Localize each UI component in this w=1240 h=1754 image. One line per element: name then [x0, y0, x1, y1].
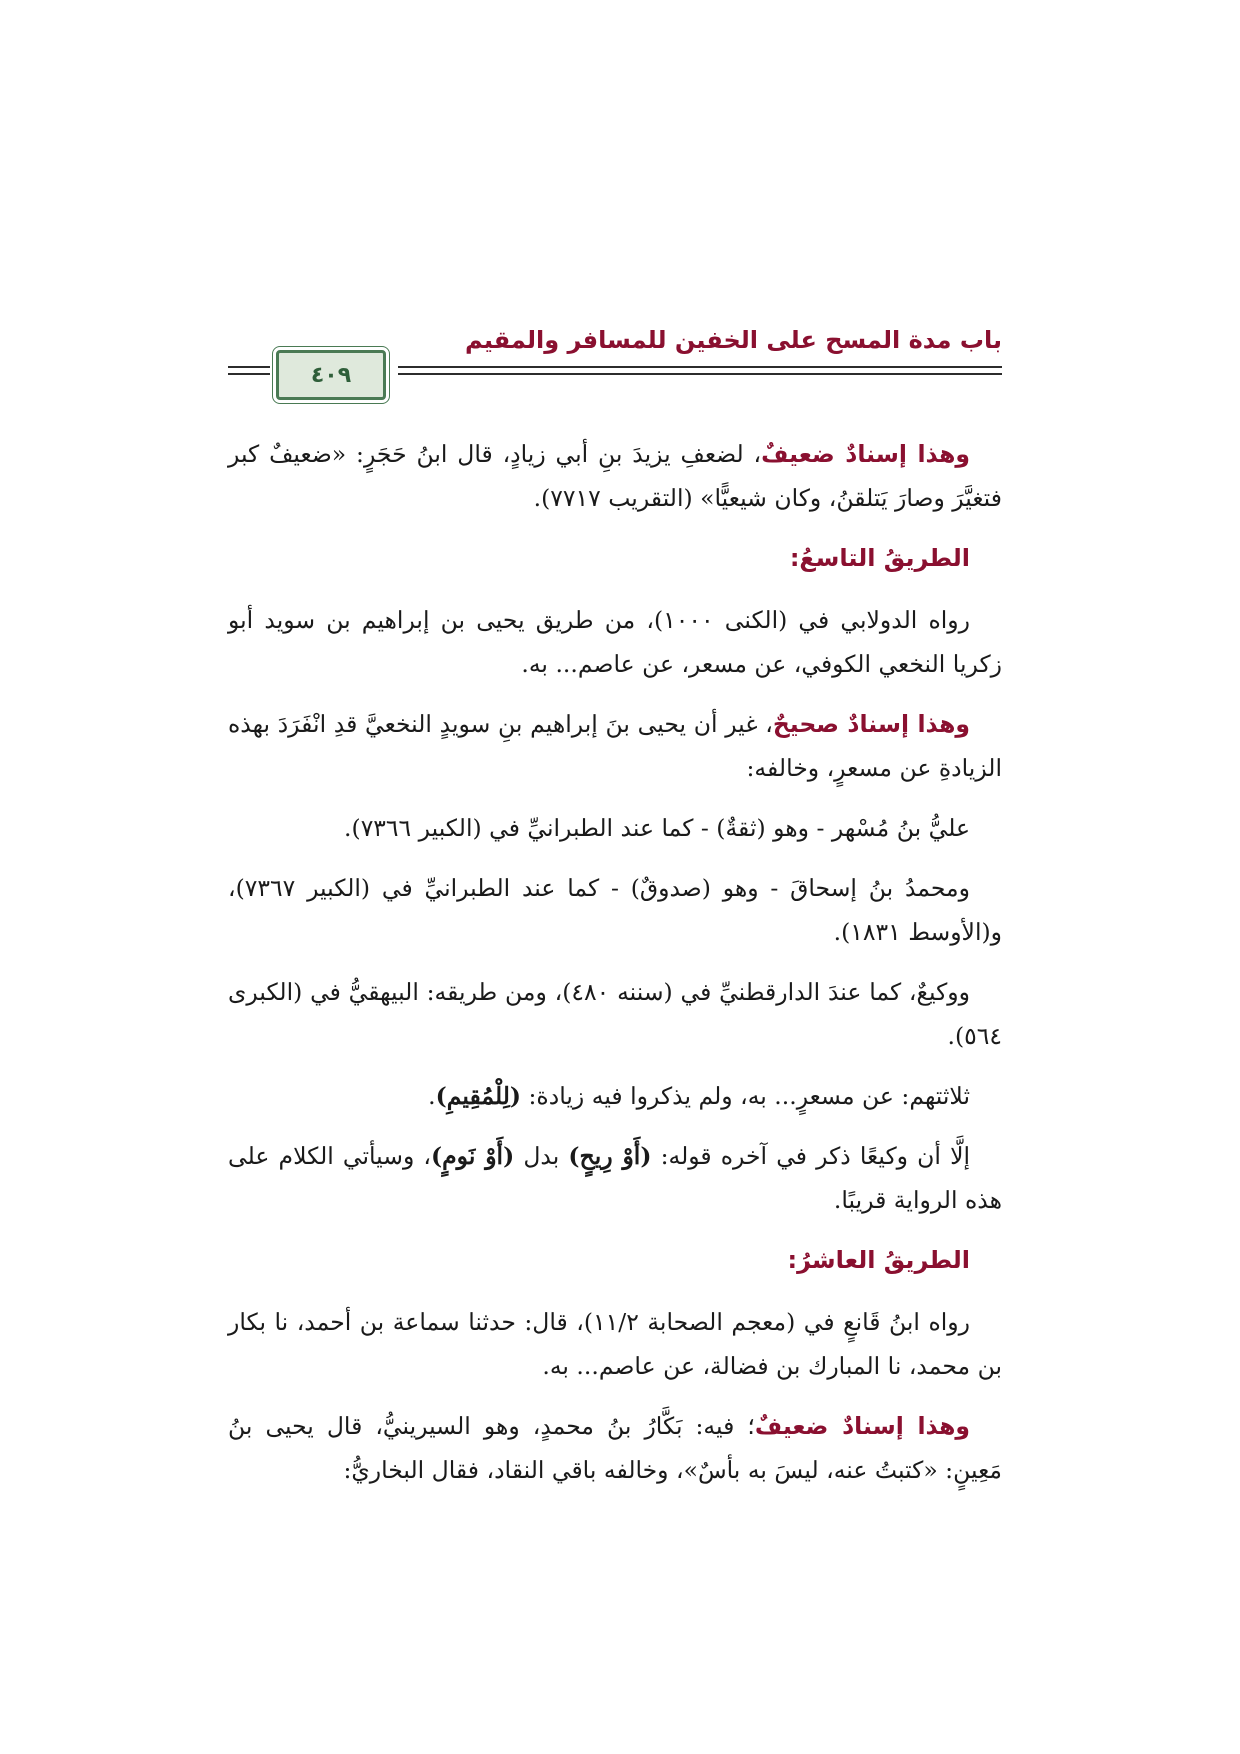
quoted-word: (أَوْ رِيحٍ) [568, 1142, 652, 1170]
quoted-word: (لِلْمُقِيمِ) [435, 1082, 522, 1110]
quoted-word: (أَوْ نَومٍ) [431, 1142, 515, 1170]
paragraph-text: إلَّا أن وكيعًا ذكر في آخره قوله: [651, 1142, 970, 1170]
paragraph-text: ، وسيأتي الكلام على هذه الرواية قريبًا. [228, 1142, 1002, 1214]
paragraph-text: ؛ فيه: بَكَّارُ بنُ محمدٍ، وهو السيرينيُّ، قال يحيى بنُ مَعِينٍ: «كتبتُ عنه، ليسَ به بأسٌ»، وخالفه باقي النقاد، فقال البخاريُّ: [228, 1412, 1002, 1484]
paragraph-text: . [428, 1082, 436, 1110]
paragraph-text: ثلاثتهم: عن مسعرٍ... به، ولم يذكروا فيه زيادة: [521, 1082, 970, 1110]
paragraph [228, 432, 1002, 520]
page-number: ٤٠٩ [310, 362, 352, 388]
header-rule-left-bottom [228, 373, 270, 375]
paragraph [228, 702, 1002, 790]
paragraph: ومحمدُ بنُ إسحاقَ - وهو (صدوقٌ) - كما عند الطبرانيِّ في (الكبير ٧٣٦٧)، و(الأوسط ١٨٣١). [228, 874, 1002, 946]
section-heading: الطريقُ التاسعُ: [789, 544, 970, 572]
grading-phrase: وهذا إسنادٌ صحيحٌ [772, 710, 970, 738]
paragraph-text: بدل [514, 1142, 569, 1170]
section-heading: الطريقُ العاشرُ: [787, 1246, 970, 1274]
paragraph: عليُّ بنُ مُسْهر - وهو (ثقةٌ) - كما عند الطبرانيِّ في (الكبير ٧٣٦٦). [344, 814, 970, 842]
paragraph-text: ، لضعفِ يزيدَ بنِ أبي زيادٍ، قال ابنُ حَجَرٍ: «ضعيفٌ كبر فتغيَّرَ وصارَ يَتلقنُ، وكان شيعيًّا» (التقريب ٧٧١٧). [228, 440, 1002, 512]
page-body [228, 432, 1002, 1508]
header-rule-left-top [228, 366, 270, 368]
header-rule-top [398, 366, 1002, 368]
paragraph-text: ، غير أن يحيى بنَ إبراهيم بنِ سويدٍ النخعيَّ قدِ انْفَرَدَ بهذه الزيادةِ عن مسعرٍ، وخالفه: [228, 710, 1002, 782]
paragraph: ووكيعٌ، كما عندَ الدارقطنيِّ في (سننه ٤٨٠)، ومن طريقه: البيهقيُّ في (الكبرى ٥٦٤). [228, 978, 1002, 1050]
paragraph [228, 1074, 1002, 1118]
grading-phrase: وهذا إسنادٌ ضعيفٌ [761, 440, 970, 468]
paragraph [228, 1404, 1002, 1492]
header-rule-bottom [398, 373, 1002, 375]
page-number-frame [276, 350, 386, 400]
paragraph [228, 1134, 1002, 1222]
chapter-title: باب مدة المسح على الخفين للمسافر والمقيم [465, 326, 1002, 354]
grading-phrase: وهذا إسنادٌ ضعيفٌ [754, 1412, 970, 1440]
paragraph: رواه ابنُ قَانعٍ في (معجم الصحابة ١١/٢)، قال: حدثنا سماعة بن أحمد، نا بكار بن محمد، نا المبارك بن فضالة، عن عاصم... به. [228, 1308, 1002, 1380]
page-header [228, 318, 1002, 418]
paragraph: رواه الدولابي في (الكنى ١٠٠٠)، من طريق يحيى بن إبراهيم بن سويد أبو زكريا النخعي الكوفي، عن مسعر، عن عاصم... به. [228, 606, 1002, 678]
